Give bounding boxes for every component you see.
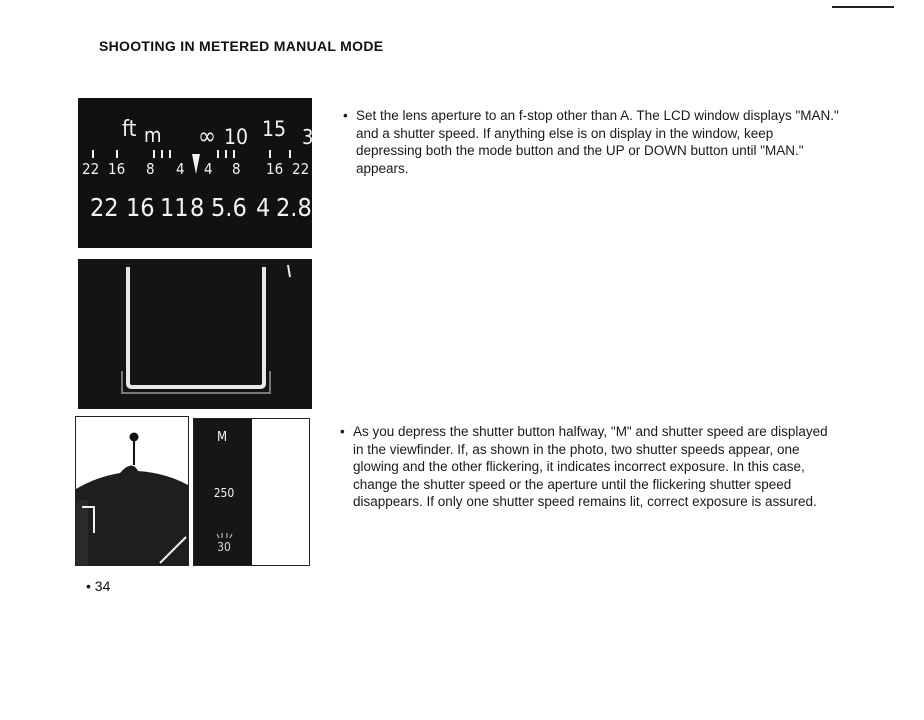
page-number: [86, 578, 110, 594]
unit-m: m: [144, 123, 162, 147]
lcd-window-photo: [78, 259, 312, 409]
dof-4-right: 4: [204, 160, 213, 178]
lens-scale-graphic: [78, 98, 312, 248]
viewfinder-scene-graphic: [76, 417, 188, 565]
dof-4-left: 4: [176, 160, 185, 178]
viewfinder-display-graphic: [194, 419, 309, 565]
instruction-paragraph-1: [343, 107, 843, 177]
aperture-8: 8: [190, 193, 205, 222]
distance-15: 15: [262, 117, 287, 141]
lens-scale-photo: [78, 98, 312, 248]
distance-10: 10: [224, 125, 249, 149]
instruction-paragraph-2: [340, 423, 840, 511]
aperture-11: 11: [160, 193, 189, 222]
instruction-text-2: As you depress the shutter button halfway, "M" and shutter speed are displayed in the viewfinder. If, as shown in the photo, two shutter speeds appear, one glowing and the other flickering, it indicates incorrect exposure. In this case, change the shutter speed or the aperture until the flickering shutter speed disappears. If only one shutter speed remains lit, correct exposure is assured.: [353, 424, 828, 509]
dof-8-right: 8: [232, 160, 241, 178]
bullet-1: •: [343, 108, 348, 123]
vf-speed-flickering: 30: [217, 540, 231, 554]
aperture-5-6: 5.6: [211, 193, 247, 222]
aperture-22: 22: [90, 193, 119, 222]
vf-mode-m: M: [216, 430, 228, 445]
page-number-bullet: •: [86, 578, 91, 594]
dof-16-right: 16: [266, 160, 284, 178]
dof-8-left: 8: [146, 160, 155, 178]
aperture-2-8: 2.8: [276, 193, 312, 222]
dof-22-left: 22: [82, 160, 100, 178]
page-number-value: 34: [94, 578, 111, 594]
vf-speed-glowing: 250: [213, 486, 235, 500]
top-rule: [832, 6, 894, 8]
instruction-text-1: Set the lens aperture to an f-stop other than A. The LCD window displays "MAN." and a shutter speed. If anything else is on display in the window, keep depressing both the mode button and the UP or DOWN button until "MAN." appears.: [356, 108, 839, 176]
unit-ft: ft: [122, 117, 137, 142]
dof-22-right: 22: [292, 160, 310, 178]
lcd-window-graphic: [78, 259, 312, 409]
viewfinder-display-photo: [193, 418, 310, 566]
dof-16-left: 16: [108, 160, 126, 178]
aperture-4: 4: [256, 193, 271, 222]
distance-infinity: ∞: [198, 122, 216, 150]
aperture-16: 16: [126, 193, 155, 222]
distance-3: 3: [302, 125, 314, 149]
viewfinder-scene-photo: [75, 416, 189, 566]
page-title: SHOOTING IN METERED MANUAL MODE: [99, 38, 384, 54]
bullet-2: •: [340, 424, 345, 439]
